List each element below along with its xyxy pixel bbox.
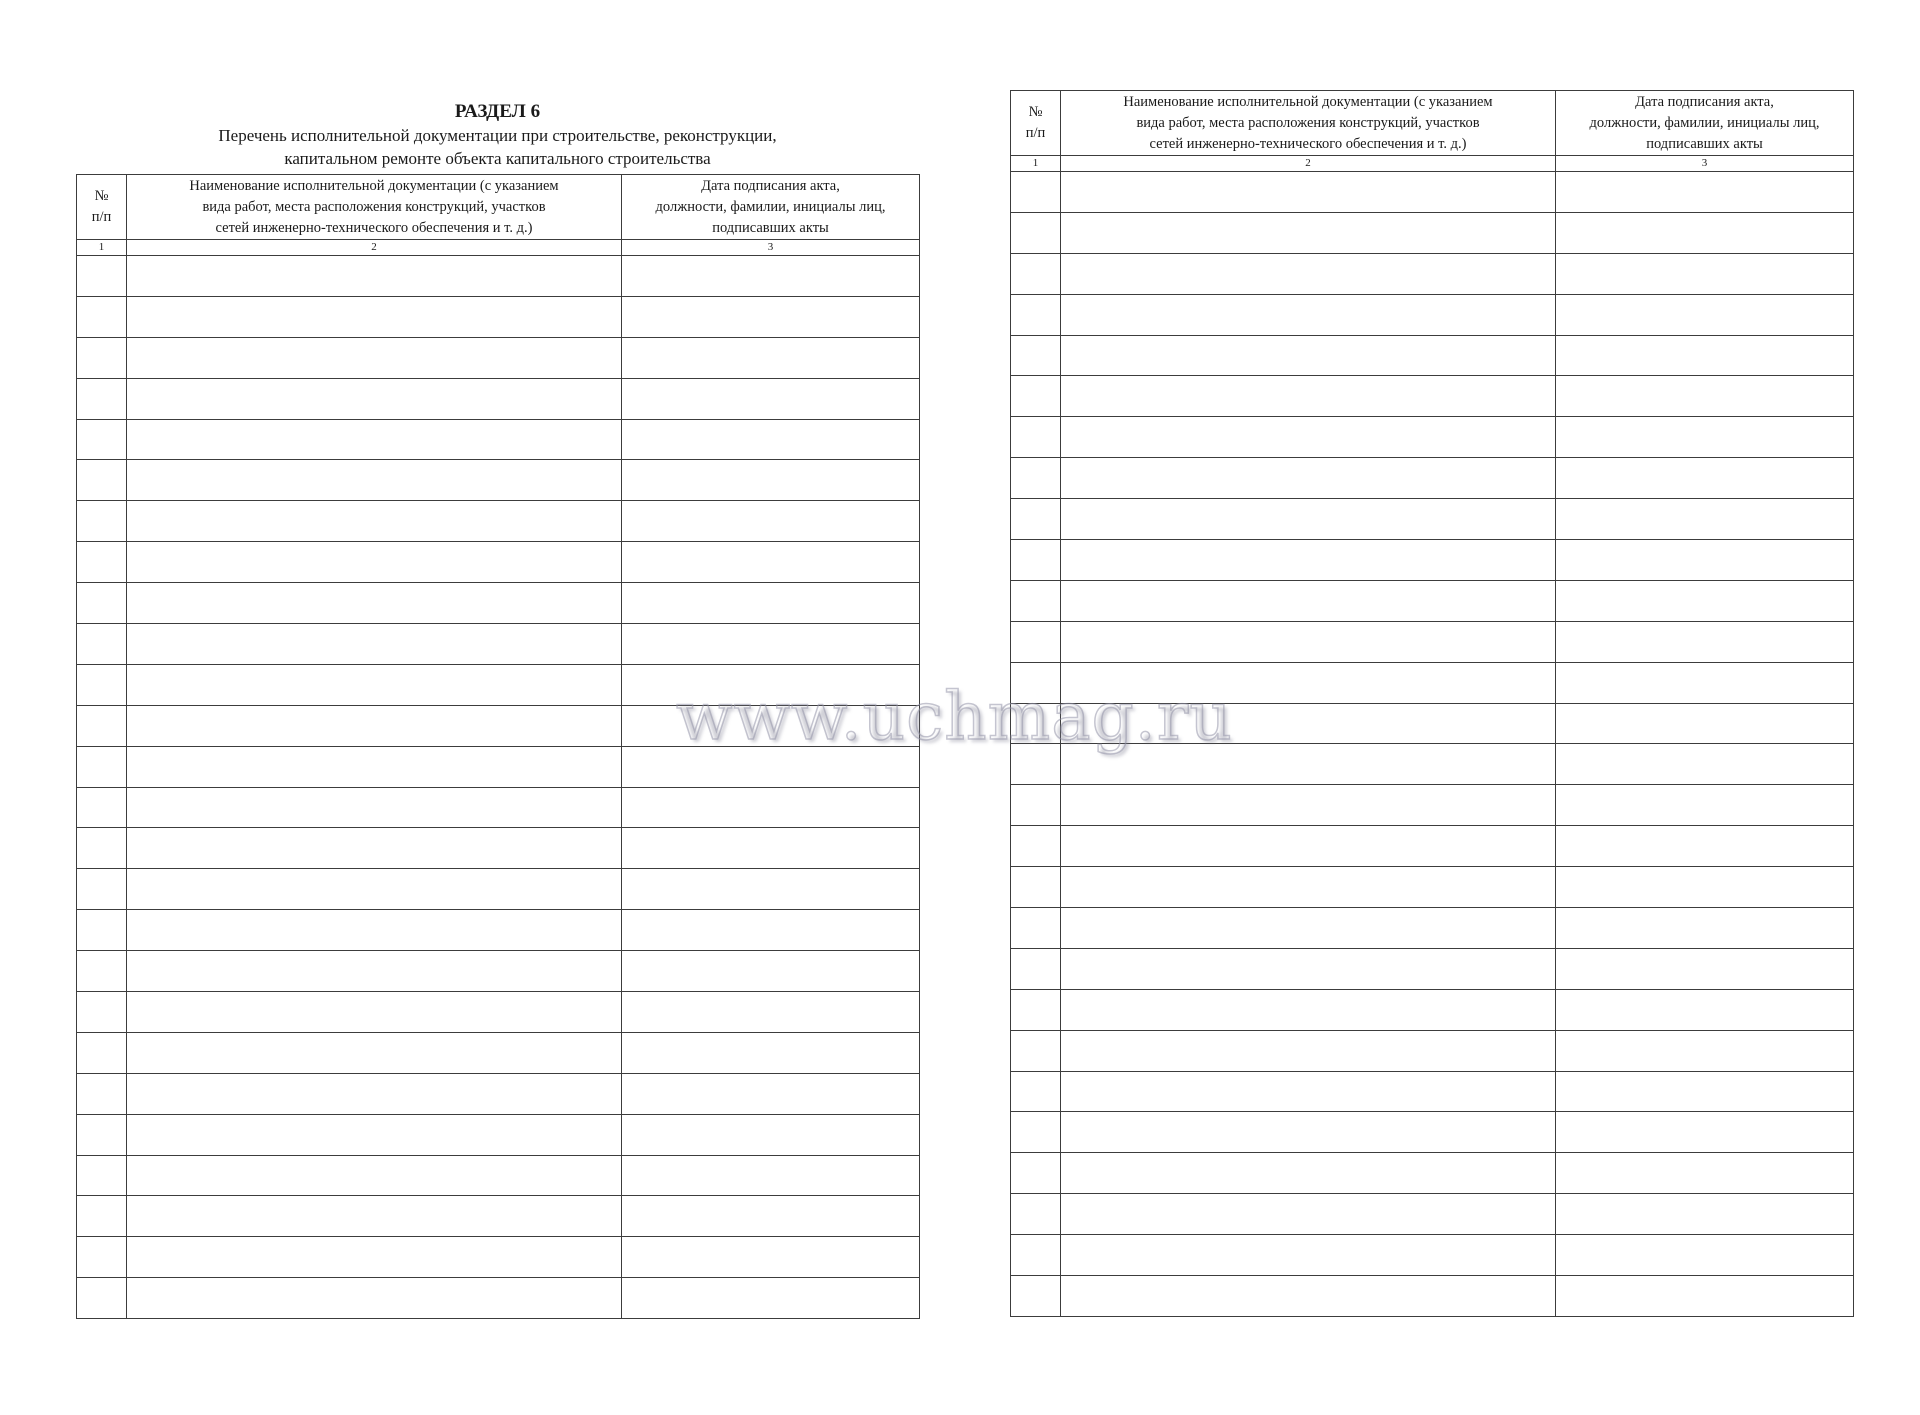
cell-document-name[interactable] xyxy=(127,1032,622,1073)
header-sign-date xyxy=(1556,91,1854,156)
table-row xyxy=(1011,1112,1854,1153)
section-title: РАЗДЕЛ 6 xyxy=(454,101,541,122)
cell-number[interactable] xyxy=(77,705,127,746)
section-header xyxy=(76,100,919,170)
table-body-right xyxy=(1011,172,1854,1317)
cell-sign-date[interactable] xyxy=(1556,1235,1854,1276)
header-sign-date xyxy=(622,175,920,240)
cell-number[interactable] xyxy=(77,378,127,419)
cell-sign-date[interactable] xyxy=(622,1073,920,1114)
cell-number[interactable] xyxy=(77,296,127,337)
cell-sign-date[interactable] xyxy=(622,951,920,992)
cell-number[interactable] xyxy=(1011,335,1061,376)
cell-number[interactable] xyxy=(77,1196,127,1237)
cell-number[interactable] xyxy=(1011,540,1061,581)
column-number: 3 xyxy=(622,240,920,256)
column-number-row xyxy=(1011,156,1854,172)
cell-number[interactable] xyxy=(77,1073,127,1114)
header-line: Дата подписания акта, xyxy=(701,177,840,194)
cell-number[interactable] xyxy=(77,1278,127,1319)
cell-sign-date[interactable] xyxy=(622,746,920,787)
cell-sign-date[interactable] xyxy=(622,460,920,501)
cell-number[interactable] xyxy=(1011,1071,1061,1112)
cell-sign-date[interactable] xyxy=(622,869,920,910)
cell-sign-date[interactable] xyxy=(1556,1276,1854,1317)
cell-document-name[interactable] xyxy=(127,1196,622,1237)
cell-document-name[interactable] xyxy=(127,1114,622,1155)
cell-document-name[interactable] xyxy=(1061,458,1556,499)
cell-sign-date[interactable] xyxy=(622,256,920,297)
cell-number[interactable] xyxy=(77,256,127,297)
table-row xyxy=(77,664,920,705)
table-row xyxy=(1011,212,1854,253)
cell-number[interactable] xyxy=(77,1237,127,1278)
table-row xyxy=(77,869,920,910)
cell-sign-date[interactable] xyxy=(622,1032,920,1073)
cell-document-name[interactable] xyxy=(1061,867,1556,908)
cell-sign-date[interactable] xyxy=(1556,621,1854,662)
cell-sign-date[interactable] xyxy=(1556,335,1854,376)
cell-sign-date[interactable] xyxy=(622,419,920,460)
table-row xyxy=(1011,826,1854,867)
cell-document-name[interactable] xyxy=(1061,621,1556,662)
cell-number[interactable] xyxy=(77,787,127,828)
cell-sign-date[interactable] xyxy=(622,664,920,705)
table-body-left xyxy=(77,256,920,1319)
table-header-row xyxy=(77,175,920,240)
cell-sign-date[interactable] xyxy=(1556,1030,1854,1071)
cell-document-name[interactable] xyxy=(127,1237,622,1278)
header-line: должности, фамилии, инициалы лиц, xyxy=(1589,114,1820,131)
cell-document-name[interactable] xyxy=(1061,1235,1556,1276)
header-line: вида работ, места расположения конструкций, участков xyxy=(202,198,546,215)
cell-sign-date[interactable] xyxy=(622,1155,920,1196)
table-row xyxy=(77,1073,920,1114)
header-line: п/п xyxy=(1025,125,1046,141)
cell-document-name[interactable] xyxy=(1061,989,1556,1030)
table-row xyxy=(77,992,920,1033)
cell-sign-date[interactable] xyxy=(1556,172,1854,213)
table-row xyxy=(1011,417,1854,458)
column-number: 2 xyxy=(1061,156,1556,172)
right-page xyxy=(1010,90,1853,1317)
cell-document-name[interactable] xyxy=(1061,580,1556,621)
cell-sign-date[interactable] xyxy=(1556,948,1854,989)
cell-number[interactable] xyxy=(1011,785,1061,826)
cell-number[interactable] xyxy=(77,746,127,787)
table-row xyxy=(1011,703,1854,744)
cell-document-name[interactable] xyxy=(1061,1276,1556,1317)
table-row xyxy=(1011,172,1854,213)
cell-number[interactable] xyxy=(1011,1276,1061,1317)
cell-document-name[interactable] xyxy=(127,828,622,869)
header-number xyxy=(77,175,127,240)
cell-document-name[interactable] xyxy=(127,664,622,705)
cell-sign-date[interactable] xyxy=(1556,908,1854,949)
table-row xyxy=(1011,1153,1854,1194)
header-line: № xyxy=(94,188,109,204)
cell-number[interactable] xyxy=(1011,294,1061,335)
cell-document-name[interactable] xyxy=(127,378,622,419)
cell-number[interactable] xyxy=(77,992,127,1033)
cell-number[interactable] xyxy=(77,910,127,951)
cell-number[interactable] xyxy=(77,869,127,910)
cell-number[interactable] xyxy=(1011,499,1061,540)
cell-number[interactable] xyxy=(77,583,127,624)
table-row xyxy=(1011,989,1854,1030)
cell-document-name[interactable] xyxy=(127,910,622,951)
cell-number[interactable] xyxy=(77,542,127,583)
column-number: 2 xyxy=(127,240,622,256)
cell-number[interactable] xyxy=(1011,621,1061,662)
cell-sign-date[interactable] xyxy=(1556,703,1854,744)
cell-document-name[interactable] xyxy=(1061,376,1556,417)
cell-number[interactable] xyxy=(1011,1030,1061,1071)
cell-document-name[interactable] xyxy=(127,542,622,583)
cell-sign-date[interactable] xyxy=(622,1237,920,1278)
cell-document-name[interactable] xyxy=(1061,1153,1556,1194)
cell-document-name[interactable] xyxy=(127,460,622,501)
cell-document-name[interactable] xyxy=(1061,785,1556,826)
table-header-row xyxy=(1011,91,1854,156)
cell-sign-date[interactable] xyxy=(622,378,920,419)
cell-document-name[interactable] xyxy=(127,419,622,460)
table-row xyxy=(1011,1235,1854,1276)
cell-document-name[interactable] xyxy=(127,296,622,337)
table-row xyxy=(77,583,920,624)
cell-sign-date[interactable] xyxy=(1556,376,1854,417)
cell-document-name[interactable] xyxy=(127,256,622,297)
cell-document-name[interactable] xyxy=(1061,948,1556,989)
cell-document-name[interactable] xyxy=(127,1155,622,1196)
cell-sign-date[interactable] xyxy=(1556,785,1854,826)
header-line: должности, фамилии, инициалы лиц, xyxy=(655,198,886,215)
header-line: п/п xyxy=(91,209,112,225)
cell-number[interactable] xyxy=(1011,867,1061,908)
table-row xyxy=(77,1196,920,1237)
cell-sign-date[interactable] xyxy=(1556,1071,1854,1112)
table-row xyxy=(1011,908,1854,949)
cell-document-name[interactable] xyxy=(1061,540,1556,581)
cell-document-name[interactable] xyxy=(1061,294,1556,335)
table-row xyxy=(77,419,920,460)
cell-document-name[interactable] xyxy=(1061,212,1556,253)
cell-document-name[interactable] xyxy=(127,787,622,828)
table-row xyxy=(1011,580,1854,621)
column-number: 1 xyxy=(77,240,127,256)
header-line: подписавших акты xyxy=(1646,135,1763,152)
header-line: сетей инженерно-технического обеспечения и т. д.) xyxy=(1149,135,1467,152)
table-row xyxy=(1011,253,1854,294)
cell-sign-date[interactable] xyxy=(622,337,920,378)
table-row xyxy=(77,542,920,583)
cell-number[interactable] xyxy=(77,419,127,460)
cell-sign-date[interactable] xyxy=(1556,294,1854,335)
cell-sign-date[interactable] xyxy=(622,705,920,746)
header-document-name xyxy=(1061,91,1556,156)
table-row xyxy=(77,337,920,378)
header-document-name xyxy=(127,175,622,240)
table-row xyxy=(77,787,920,828)
column-number: 1 xyxy=(1011,156,1061,172)
cell-sign-date[interactable] xyxy=(1556,662,1854,703)
cell-number[interactable] xyxy=(1011,989,1061,1030)
cell-document-name[interactable] xyxy=(127,583,622,624)
cell-sign-date[interactable] xyxy=(622,992,920,1033)
cell-number[interactable] xyxy=(77,624,127,665)
table-row xyxy=(1011,867,1854,908)
cell-sign-date[interactable] xyxy=(1556,253,1854,294)
header-line: № xyxy=(1028,104,1043,120)
left-page xyxy=(76,100,919,1319)
cell-number[interactable] xyxy=(1011,253,1061,294)
table-row xyxy=(1011,662,1854,703)
documentation-table-left xyxy=(76,174,920,1319)
table-row xyxy=(77,1155,920,1196)
cell-number[interactable] xyxy=(77,951,127,992)
watermark: www.uchmag.ru xyxy=(676,678,1233,755)
cell-document-name[interactable] xyxy=(127,951,622,992)
cell-document-name[interactable] xyxy=(1061,499,1556,540)
table-row xyxy=(77,460,920,501)
cell-document-name[interactable] xyxy=(1061,1071,1556,1112)
cell-document-name[interactable] xyxy=(127,869,622,910)
table-row xyxy=(1011,621,1854,662)
cell-document-name[interactable] xyxy=(127,705,622,746)
table-row xyxy=(1011,1030,1854,1071)
cell-number[interactable] xyxy=(1011,580,1061,621)
cell-number[interactable] xyxy=(1011,1194,1061,1235)
cell-sign-date[interactable] xyxy=(1556,867,1854,908)
cell-document-name[interactable] xyxy=(127,992,622,1033)
cell-sign-date[interactable] xyxy=(1556,458,1854,499)
table-row xyxy=(77,828,920,869)
cell-sign-date[interactable] xyxy=(622,296,920,337)
table-row xyxy=(77,746,920,787)
cell-number[interactable] xyxy=(1011,417,1061,458)
cell-sign-date[interactable] xyxy=(622,542,920,583)
cell-number[interactable] xyxy=(1011,376,1061,417)
cell-document-name[interactable] xyxy=(127,1278,622,1319)
cell-sign-date[interactable] xyxy=(1556,989,1854,1030)
cell-document-name[interactable] xyxy=(1061,253,1556,294)
cell-number[interactable] xyxy=(1011,1153,1061,1194)
header-line: сетей инженерно-технического обеспечения и т. д.) xyxy=(215,219,533,236)
table-row xyxy=(1011,1071,1854,1112)
cell-document-name[interactable] xyxy=(1061,1112,1556,1153)
cell-sign-date[interactable] xyxy=(1556,744,1854,785)
table-row xyxy=(1011,294,1854,335)
table-row xyxy=(77,501,920,542)
cell-document-name[interactable] xyxy=(1061,172,1556,213)
cell-sign-date[interactable] xyxy=(1556,499,1854,540)
table-row xyxy=(1011,1276,1854,1317)
cell-document-name[interactable] xyxy=(1061,744,1556,785)
header-line: Наименование исполнительной документации (с указанием xyxy=(1123,93,1493,110)
table-row xyxy=(1011,499,1854,540)
table-row xyxy=(77,1278,920,1319)
cell-sign-date[interactable] xyxy=(622,910,920,951)
cell-sign-date[interactable] xyxy=(1556,212,1854,253)
table-row xyxy=(1011,540,1854,581)
table-row xyxy=(1011,458,1854,499)
cell-number[interactable] xyxy=(77,1032,127,1073)
cell-number[interactable] xyxy=(77,501,127,542)
cell-sign-date[interactable] xyxy=(1556,826,1854,867)
table-row xyxy=(1011,948,1854,989)
cell-document-name[interactable] xyxy=(127,501,622,542)
cell-sign-date[interactable] xyxy=(622,828,920,869)
cell-number[interactable] xyxy=(1011,1235,1061,1276)
table-row xyxy=(77,378,920,419)
table-row xyxy=(77,951,920,992)
cell-document-name[interactable] xyxy=(1061,826,1556,867)
cell-number[interactable] xyxy=(1011,458,1061,499)
header-line: Дата подписания акта, xyxy=(1635,93,1774,110)
cell-document-name[interactable] xyxy=(127,1073,622,1114)
cell-number[interactable] xyxy=(1011,744,1061,785)
table-row xyxy=(77,705,920,746)
cell-number[interactable] xyxy=(1011,908,1061,949)
cell-document-name[interactable] xyxy=(127,746,622,787)
column-number: 3 xyxy=(1556,156,1854,172)
cell-number[interactable] xyxy=(1011,948,1061,989)
cell-number[interactable] xyxy=(77,460,127,501)
table-row xyxy=(1011,376,1854,417)
header-line: подписавших акты xyxy=(712,219,829,236)
header-line: Наименование исполнительной документации (с указанием xyxy=(189,177,559,194)
cell-sign-date[interactable] xyxy=(1556,417,1854,458)
cell-document-name[interactable] xyxy=(1061,335,1556,376)
cell-sign-date[interactable] xyxy=(1556,1153,1854,1194)
cell-sign-date[interactable] xyxy=(1556,580,1854,621)
cell-sign-date[interactable] xyxy=(622,501,920,542)
column-number-row xyxy=(77,240,920,256)
table-row xyxy=(1011,1194,1854,1235)
cell-number[interactable] xyxy=(77,828,127,869)
section-subtitle: Перечень исполнительной документации при строительстве, реконструкции, капитальном ремонте объекта капитального строительства xyxy=(218,126,777,168)
table-row xyxy=(1011,785,1854,826)
cell-document-name[interactable] xyxy=(1061,908,1556,949)
cell-number[interactable] xyxy=(1011,172,1061,213)
table-row xyxy=(1011,335,1854,376)
table-row xyxy=(77,1114,920,1155)
table-row xyxy=(77,1032,920,1073)
cell-sign-date[interactable] xyxy=(1556,540,1854,581)
cell-number[interactable] xyxy=(1011,1112,1061,1153)
table-row xyxy=(77,910,920,951)
cell-sign-date[interactable] xyxy=(1556,1194,1854,1235)
cell-number[interactable] xyxy=(1011,703,1061,744)
cell-sign-date[interactable] xyxy=(1556,1112,1854,1153)
cell-number[interactable] xyxy=(1011,212,1061,253)
table-row xyxy=(1011,744,1854,785)
table-row xyxy=(77,296,920,337)
table-row xyxy=(77,624,920,665)
cell-document-name[interactable] xyxy=(1061,662,1556,703)
cell-sign-date[interactable] xyxy=(622,1114,920,1155)
table-row xyxy=(77,256,920,297)
cell-sign-date[interactable] xyxy=(622,583,920,624)
cell-number[interactable] xyxy=(77,1155,127,1196)
header-number xyxy=(1011,91,1061,156)
cell-document-name[interactable] xyxy=(1061,417,1556,458)
cell-document-name[interactable] xyxy=(127,624,622,665)
cell-document-name[interactable] xyxy=(1061,703,1556,744)
cell-document-name[interactable] xyxy=(1061,1194,1556,1235)
documentation-table-right xyxy=(1010,90,1854,1317)
cell-sign-date[interactable] xyxy=(622,1196,920,1237)
cell-number[interactable] xyxy=(77,1114,127,1155)
cell-number[interactable] xyxy=(1011,662,1061,703)
cell-sign-date[interactable] xyxy=(622,624,920,665)
cell-document-name[interactable] xyxy=(1061,1030,1556,1071)
table-row xyxy=(77,1237,920,1278)
cell-number[interactable] xyxy=(77,337,127,378)
cell-document-name[interactable] xyxy=(127,337,622,378)
cell-sign-date[interactable] xyxy=(622,787,920,828)
header-line: вида работ, места расположения конструкций, участков xyxy=(1136,114,1480,131)
cell-number[interactable] xyxy=(1011,826,1061,867)
cell-sign-date[interactable] xyxy=(622,1278,920,1319)
cell-number[interactable] xyxy=(77,664,127,705)
